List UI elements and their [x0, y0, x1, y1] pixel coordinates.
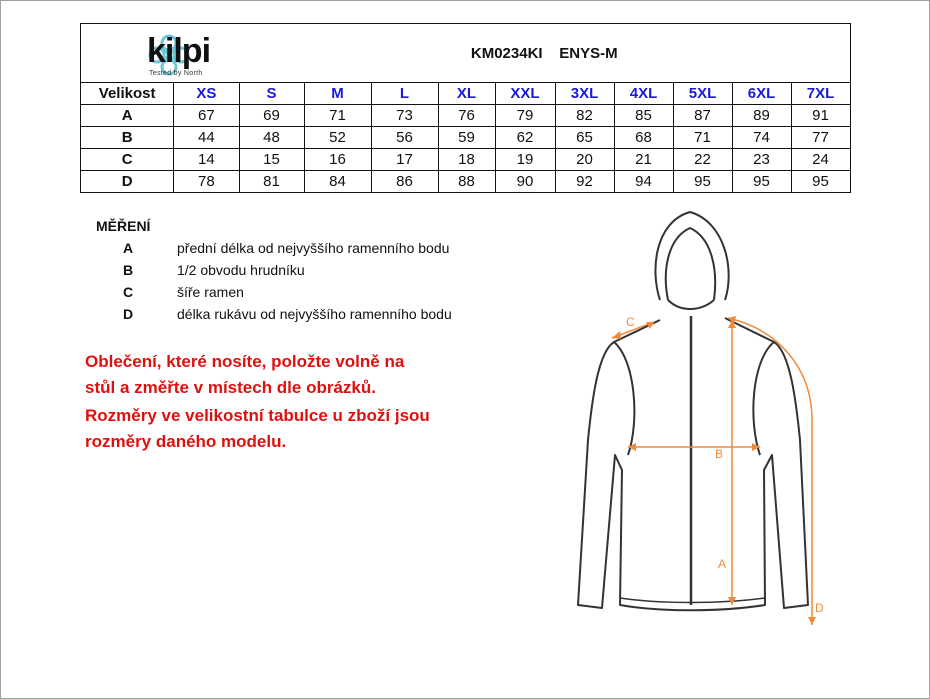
- table-cell: 16: [304, 149, 371, 171]
- table-cell: 87: [673, 105, 732, 127]
- table-cell: 71: [304, 105, 371, 127]
- table-header-row: [81, 24, 851, 83]
- body-outline: [578, 318, 808, 610]
- table-cell: 24: [791, 149, 850, 171]
- table-cell: 94: [614, 171, 673, 193]
- table-cell: 95: [673, 171, 732, 193]
- table-cell: 69: [239, 105, 304, 127]
- size-head: 6XL: [732, 83, 791, 105]
- table-cell: 48: [239, 127, 304, 149]
- table-cell: 90: [495, 171, 555, 193]
- table-cell: 84: [304, 171, 371, 193]
- table-cell: 14: [174, 149, 239, 171]
- table-row: [81, 149, 851, 171]
- size-head: 7XL: [791, 83, 850, 105]
- table-row: [81, 105, 851, 127]
- measurement-item: [123, 306, 452, 322]
- table-cell: 85: [614, 105, 673, 127]
- product-title: [239, 24, 850, 83]
- row-label: D: [81, 171, 174, 193]
- measurement-desc: přední délka od nejvyššího ramenního bodu: [177, 240, 450, 256]
- table-cell: 78: [174, 171, 239, 193]
- measurement-key: A: [123, 240, 134, 256]
- table-cell: 19: [495, 149, 555, 171]
- table-cell: 22: [673, 149, 732, 171]
- measurement-desc: šíře ramen: [177, 284, 244, 300]
- size-head: 5XL: [673, 83, 732, 105]
- arrow-icon: [808, 617, 816, 625]
- right-sleeve-seam: [753, 342, 774, 455]
- measurement-key: C: [123, 284, 134, 300]
- logo-cell: [81, 24, 240, 83]
- size-label: Velikost: [81, 83, 174, 105]
- measurements-title: MĚŘENÍ: [96, 218, 151, 234]
- table-cell: 88: [438, 171, 495, 193]
- table-cell: 23: [732, 149, 791, 171]
- table-cell: 17: [371, 149, 438, 171]
- table-cell: 79: [495, 105, 555, 127]
- product-model: ENYS-M: [559, 44, 618, 62]
- product-code: KM0234KI: [470, 44, 543, 62]
- measurement-key: B: [123, 262, 134, 278]
- measurement-item: [123, 240, 449, 256]
- table-cell: 21: [614, 149, 673, 171]
- measurement-item: [123, 262, 305, 278]
- table-cell: 86: [371, 171, 438, 193]
- hood-inner: [666, 228, 715, 300]
- label-b: B: [715, 447, 724, 461]
- table-cell: 91: [791, 105, 850, 127]
- label-c: C: [626, 315, 635, 329]
- table-cell: 92: [555, 171, 614, 193]
- measure-d-line: [728, 318, 812, 625]
- table-cell: 89: [732, 105, 791, 127]
- table-cell: 76: [438, 105, 495, 127]
- table-cell: 59: [438, 127, 495, 149]
- note-line: Rozměry ve velikostní tabulce u zboží jsou: [85, 406, 430, 425]
- row-label: A: [81, 105, 174, 127]
- note-line: rozměry daného modelu.: [85, 432, 287, 451]
- arrow-icon: [612, 331, 621, 339]
- neckline: [668, 300, 714, 309]
- table-cell: 77: [791, 127, 850, 149]
- measurement-key: D: [123, 306, 134, 322]
- table-cell: 82: [555, 105, 614, 127]
- table-cell: 44: [174, 127, 239, 149]
- brand-name: kilpi: [147, 32, 211, 70]
- table-cell: 65: [555, 127, 614, 149]
- size-head: 4XL: [614, 83, 673, 105]
- brand-tagline: Tested by North: [149, 70, 203, 77]
- table-cell: 62: [495, 127, 555, 149]
- size-head: L: [371, 83, 438, 105]
- jacket-diagram: [560, 205, 860, 635]
- table-cell: 71: [673, 127, 732, 149]
- table-cell: 15: [239, 149, 304, 171]
- measurement-desc: délka rukávu od nejvyššího ramenního bodu: [177, 306, 452, 322]
- row-label: C: [81, 149, 174, 171]
- measurement-item: [123, 284, 244, 300]
- measurement-desc: 1/2 obvodu hrudníku: [177, 262, 305, 278]
- table-cell: 56: [371, 127, 438, 149]
- left-sleeve-seam: [614, 342, 634, 455]
- label-a: A: [718, 557, 727, 571]
- table-cell: 18: [438, 149, 495, 171]
- table-cell: 74: [732, 127, 791, 149]
- size-head: M: [304, 83, 371, 105]
- table-cell: 95: [791, 171, 850, 193]
- size-head: XS: [174, 83, 239, 105]
- note-line: Oblečení, které nosíte, položte volně na: [85, 352, 405, 371]
- table-cell: 52: [304, 127, 371, 149]
- label-d: D: [815, 601, 824, 615]
- table-row: [81, 127, 851, 149]
- hem-line: [620, 598, 765, 603]
- note-line: stůl a změřte v místech dle obrázků.: [85, 378, 376, 397]
- size-table: [80, 23, 851, 193]
- size-head: 3XL: [555, 83, 614, 105]
- table-row: [81, 171, 851, 193]
- table-cell: 73: [371, 105, 438, 127]
- table-cell: 20: [555, 149, 614, 171]
- size-head: XXL: [495, 83, 555, 105]
- table-cell: 81: [239, 171, 304, 193]
- row-label: B: [81, 127, 174, 149]
- table-cell: 67: [174, 105, 239, 127]
- size-head: XL: [438, 83, 495, 105]
- table-cell: 68: [614, 127, 673, 149]
- size-header-row: [81, 83, 851, 105]
- table-cell: 95: [732, 171, 791, 193]
- kilpi-logo: [99, 32, 239, 76]
- size-head: S: [239, 83, 304, 105]
